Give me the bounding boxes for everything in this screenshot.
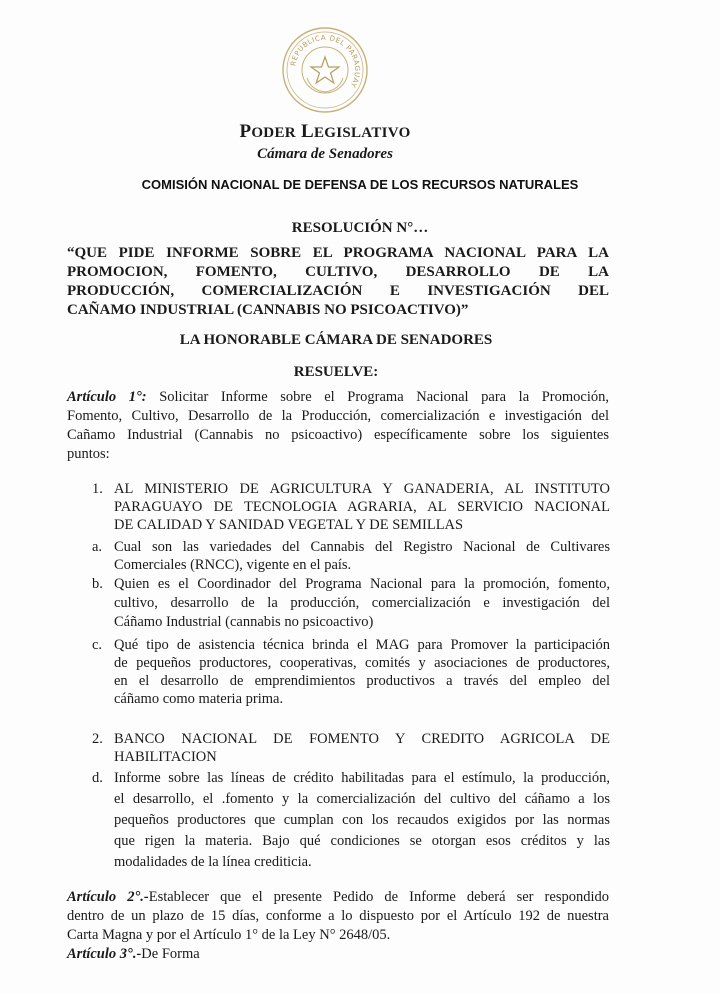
article-line: dentro de un plazo de 15 días, conforme a lo dispuesto por el Artículo 192 de nuestra — [67, 908, 609, 924]
item-line: Informe sobre las líneas de crédito habilitadas para el estímulo, la producción, — [114, 770, 610, 786]
list-marker: 1. — [92, 481, 103, 497]
article-label: Artículo 2°.- — [67, 889, 149, 905]
resolution-number: RESOLUCIÓN N°… — [291, 220, 429, 236]
article-line: Artículo 3°.-De Forma — [67, 946, 200, 962]
item-line: que rigen la materia. Bajo qué condiciones se otorgan esos créditos y las — [114, 833, 610, 849]
article-1 — [67, 388, 609, 464]
list-marker: a. — [92, 539, 103, 555]
item-line: en el desarrollo de emprendimientos productivos a través del empleo del — [114, 673, 610, 689]
article-line: Artículo 2°.-Establecer que el presente Pedido de Informe deberá ser respondido — [67, 889, 609, 905]
item-line: de pequeños productores, cooperativas, comités y asociaciones de productores, — [114, 655, 610, 671]
article-line: Cañamo Industrial (Cannabis no psicoactivo) específicamente sobre los siguientes — [67, 427, 609, 443]
list-marker: d. — [92, 770, 103, 786]
chamber-subtitle: Cámara de Senadores — [257, 146, 393, 162]
article-2 — [67, 888, 609, 945]
item-line: AL MINISTERIO DE AGRICULTURA Y GANADERIA, AL INSTITUTO — [114, 481, 610, 497]
subject-line: PROMOCION, FOMENTO, CULTIVO, DESARROLLO DE LA — [67, 264, 609, 280]
list-marker: b. — [92, 576, 103, 592]
article-line: Carta Magna y por el Artículo 1° de la Ley N° 2648/05. — [67, 927, 391, 943]
subject-line: “QUE PIDE INFORME SOBRE EL PROGRAMA NACIONAL PARA LA — [67, 245, 609, 261]
subject-line: CAÑAMO INDUSTRIAL (CANNABIS NO PSICOACTIVO)” — [67, 302, 469, 318]
article-label: Artículo 3°.- — [67, 946, 142, 962]
subject-line: PRODUCCIÓN, COMERCIALIZACIÓN E INVESTIGACIÓN DEL — [67, 283, 609, 299]
article-label: Artículo 1°: — [67, 389, 147, 405]
list-marker: 2. — [92, 731, 103, 747]
list-marker: c. — [92, 637, 103, 653]
item-line: el desarrollo, el .fomento y la comercialización del cultivo del cáñamo a los — [114, 791, 610, 807]
svg-text:REPÚBLICA DEL PARAGUAY: REPÚBLICA DEL PARAGUAY — [289, 33, 362, 90]
article-line: Fomento, Cultivo, Desarrollo de la Producción, comercialización e investigación del — [67, 408, 609, 424]
item-line: modalidades de la línea crediticia. — [114, 854, 312, 870]
item-line: Cáñamo Industrial (cannabis no psicoactivo) — [114, 614, 374, 630]
article-line: puntos: — [67, 446, 110, 462]
item-line: cultivo, desarrollo de la producción, comercialización e investigación del — [114, 595, 610, 611]
commission-heading: COMISIÓN NACIONAL DE DEFENSA DE LOS RECURSOS NATURALES — [141, 177, 579, 192]
resolution-subject — [67, 244, 609, 320]
item-line: Qué tipo de asistencia técnica brinda el MAG para Promover la participación — [114, 637, 610, 653]
item-line: cáñamo como materia prima. — [114, 691, 284, 707]
house-heading: LA HONORABLE CÁMARA DE SENADORES — [179, 332, 493, 348]
item-line: pequeños productores que cumplan con los recaudos exigidos por las normas — [114, 812, 610, 828]
article-line: Artículo 1°: Solicitar Informe sobre el Programa Nacional para la Promoción, — [67, 389, 609, 405]
page-title: PODER LEGISLATIVO — [239, 121, 411, 142]
national-seal-icon — [281, 26, 369, 114]
item-line: PARAGUAYO DE TECNOLOGIA AGRARIA, AL SERVICIO NACIONAL — [114, 499, 610, 515]
item-line: HABILITACION — [114, 749, 217, 765]
article-3 — [67, 945, 609, 964]
item-line: Quien es el Coordinador del Programa Nacional para la promoción, fomento, — [114, 576, 610, 592]
resolves-heading: RESUELVE: — [293, 364, 379, 380]
item-line: Comerciales (RNCC), vigente en el país. — [114, 557, 352, 573]
item-line: Cual son las variedades del Cannabis del Registro Nacional de Cultivares — [114, 539, 610, 555]
item-line: DE CALIDAD Y SANIDAD VEGETAL Y DE SEMILLAS — [114, 517, 464, 533]
item-line: BANCO NACIONAL DE FOMENTO Y CREDITO AGRICOLA DE — [114, 731, 610, 747]
